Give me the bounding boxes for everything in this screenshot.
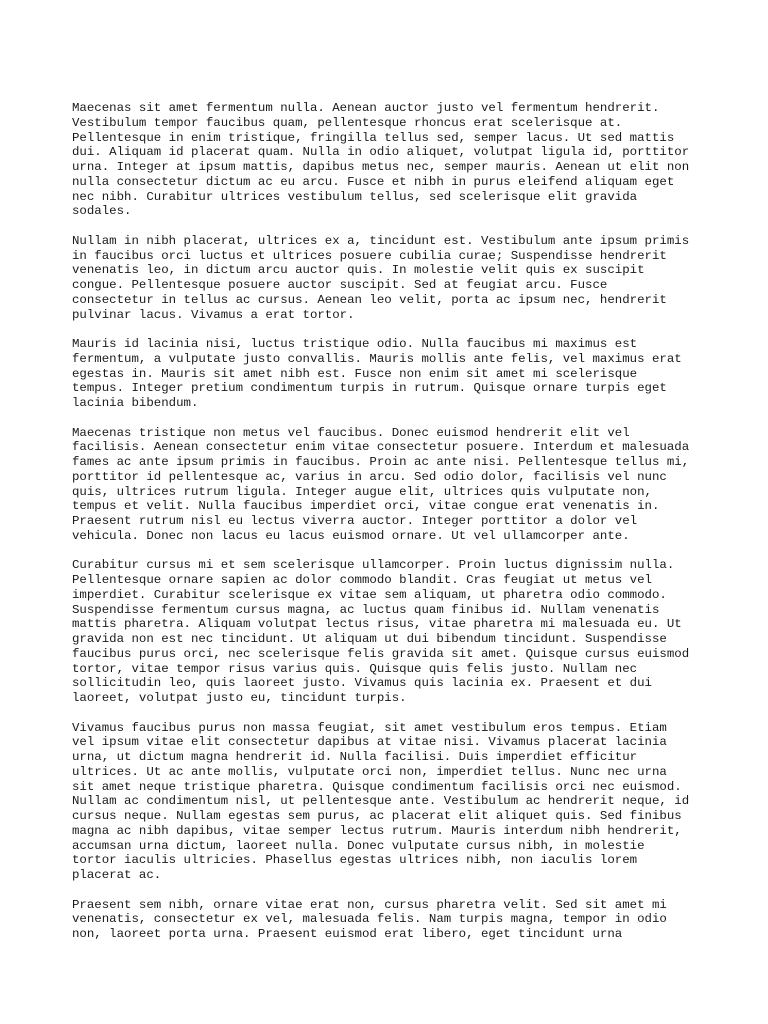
text-line: cursus neque. Nullam egestas sem purus, ac placerat elit aliquet quis. Sed finibus xyxy=(72,809,682,823)
document-body xyxy=(72,101,712,957)
text-line: Suspendisse fermentum cursus magna, ac luctus quam finibus id. Nullam venenatis xyxy=(72,602,660,617)
text-line: lacinia bibendum. xyxy=(72,396,199,410)
paragraph-4 xyxy=(72,426,712,544)
text-line: Praesent rutrum nisl eu lectus viverra auctor. Integer porttitor a dolor vel xyxy=(72,514,638,528)
text-line: consectetur in tellus ac cursus. Aenean leo velit, porta ac ipsum nec, hendrerit xyxy=(72,292,667,307)
text-line: Maecenas sit amet fermentum nulla. Aenean auctor justo vel fermentum hendrerit. xyxy=(72,101,660,115)
text-line: Curabitur cursus mi et sem scelerisque ullamcorper. Proin luctus dignissim nulla. xyxy=(72,558,675,573)
text-line: Nullam ac condimentum nisl, ut pellentesque ante. Vestibulum ac hendrerit neque, id xyxy=(72,794,690,809)
text-line: accumsan urna dictum, laoreet nulla. Donec vulputate cursus nibh, in molestie xyxy=(72,838,645,853)
text-line: pulvinar lacus. Vivamus a erat tortor. xyxy=(72,307,355,322)
text-line: mattis pharetra. Aliquam volutpat lectus risus, vitae pharetra mi malesuada eu. Ut xyxy=(72,617,682,632)
text-line: congue. Pellentesque posuere auctor suscipit. Sed at feugiat arcu. Fusce xyxy=(72,278,608,292)
text-line: tortor iaculis ultricies. Phasellus egestas ultrices nibh, non iaculis lorem xyxy=(72,853,638,868)
text-line: facilisis. Aenean consectetur enim vitae consectetur posuere. Interdum et malesuada xyxy=(72,440,690,455)
text-line: tempus et velit. Nulla faucibus imperdiet orci, vitae congue erat venenatis in. xyxy=(72,499,660,514)
text-line: laoreet, volutpat justo eu, tincidunt turpis. xyxy=(72,691,407,705)
text-line: venenatis, consectetur ex vel, malesuada felis. Nam turpis magna, tempor in odio xyxy=(72,912,667,927)
text-line: sollicitudin leo, quis laoreet justo. Vivamus quis lacinia ex. Praesent et dui xyxy=(72,676,652,691)
text-line: placerat ac. xyxy=(72,868,162,882)
text-line: egestas in. Mauris sit amet nibh est. Fusce non enim sit amet mi scelerisque xyxy=(72,366,638,381)
text-line: magna ac nibh dapibus, vitae semper lectus rutrum. Mauris interdum nibh hendrerit, xyxy=(72,823,682,838)
text-line: dui. Aliquam id placerat quam. Nulla in odio aliquet, volutpat ligula id, porttitor xyxy=(72,145,690,160)
paragraph-2 xyxy=(72,234,712,323)
text-line: ultrices. Ut ac ante mollis, vulputate orci non, imperdiet tellus. Nunc nec urna xyxy=(72,764,667,779)
text-line: urna. Integer at ipsum mattis, dapibus metus nec, semper mauris. Aenean ut elit non xyxy=(72,160,690,174)
text-line: fermentum, a vulputate justo convallis. Mauris mollis ante felis, vel maximus erat xyxy=(72,351,682,366)
text-line: non, laoreet porta urna. Praesent euismod erat libero, eget tincidunt urna xyxy=(72,927,623,941)
text-line: sit amet neque tristique pharetra. Quisque condimentum facilisis orci nec euismod. xyxy=(72,779,682,794)
text-line: quis, ultrices rutrum ligula. Integer augue elit, ultrices quis vulputate non, xyxy=(72,484,652,499)
paragraph-1 xyxy=(72,101,712,219)
text-line: gravida non est nec tincidunt. Ut aliquam ut dui bibendum tincidunt. Suspendisse xyxy=(72,632,667,646)
text-line: nulla consectetur dictum ac eu arcu. Fusce et nibh in purus eleifend aliquam eget xyxy=(72,174,675,189)
text-line: Pellentesque in enim tristique, fringilla tellus sed, semper lacus. Ut sed mattis xyxy=(72,130,675,145)
text-line: urna, ut dictum magna hendrerit id. Nulla facilisi. Duis imperdiet efficitur xyxy=(72,750,638,764)
text-line: Mauris id lacinia nisi, luctus tristique odio. Nulla faucibus mi maximus est xyxy=(72,337,638,351)
text-line: vehicula. Donec non lacus eu lacus euismod ornare. Ut vel ullamcorper ante. xyxy=(72,528,630,543)
paragraph-7 xyxy=(72,898,712,942)
text-line: nec nibh. Curabitur ultrices vestibulum tellus, sed scelerisque elit gravida xyxy=(72,189,638,204)
text-line: in faucibus orci luctus et ultrices posuere cubilia curae; Suspendisse hendrerit xyxy=(72,248,667,263)
paragraph-6 xyxy=(72,721,712,883)
text-line: Nullam in nibh placerat, ultrices ex a, tincidunt est. Vestibulum ante ipsum primis xyxy=(72,233,690,248)
text-line: fames ac ante ipsum primis in faucibus. Proin ac ante nisi. Pellentesque tellus mi, xyxy=(72,455,690,469)
paragraph-3 xyxy=(72,337,712,411)
text-line: Praesent sem nibh, ornare vitae erat non, cursus pharetra velit. Sed sit amet mi xyxy=(72,897,667,912)
text-line: Pellentesque ornare sapien ac dolor commodo blandit. Cras feugiat ut metus vel xyxy=(72,573,652,587)
text-line: venenatis leo, in dictum arcu auctor quis. In molestie velit quis ex suscipit xyxy=(72,263,645,278)
text-line: porttitor id pellentesque ac, varius in arcu. Sed odio dolor, facilisis vel nunc xyxy=(72,469,667,484)
text-line: tortor, vitae tempor risus varius quis. Quisque quis felis justo. Nullam nec xyxy=(72,661,638,676)
text-line: tempus. Integer pretium condimentum turpis in rutrum. Quisque ornare turpis eget xyxy=(72,381,667,396)
text-line: faucibus purus orci, nec scelerisque felis gravida sit amet. Quisque cursus euismod xyxy=(72,646,690,661)
text-line: imperdiet. Curabitur scelerisque ex vitae sem aliquam, ut pharetra odio commodo. xyxy=(72,587,667,602)
text-line: Vivamus faucibus purus non massa feugiat, sit amet vestibulum eros tempus. Etiam xyxy=(72,720,667,735)
text-line: Maecenas tristique non metus vel faucibus. Donec euismod hendrerit elit vel xyxy=(72,425,630,440)
paragraph-5 xyxy=(72,558,712,706)
text-line: vel ipsum vitae elit consectetur dapibus at vitae nisi. Vivamus placerat lacinia xyxy=(72,735,667,750)
text-line: sodales. xyxy=(72,204,132,219)
text-line: Vestibulum tempor faucibus quam, pellentesque rhoncus erat scelerisque at. xyxy=(72,115,623,130)
